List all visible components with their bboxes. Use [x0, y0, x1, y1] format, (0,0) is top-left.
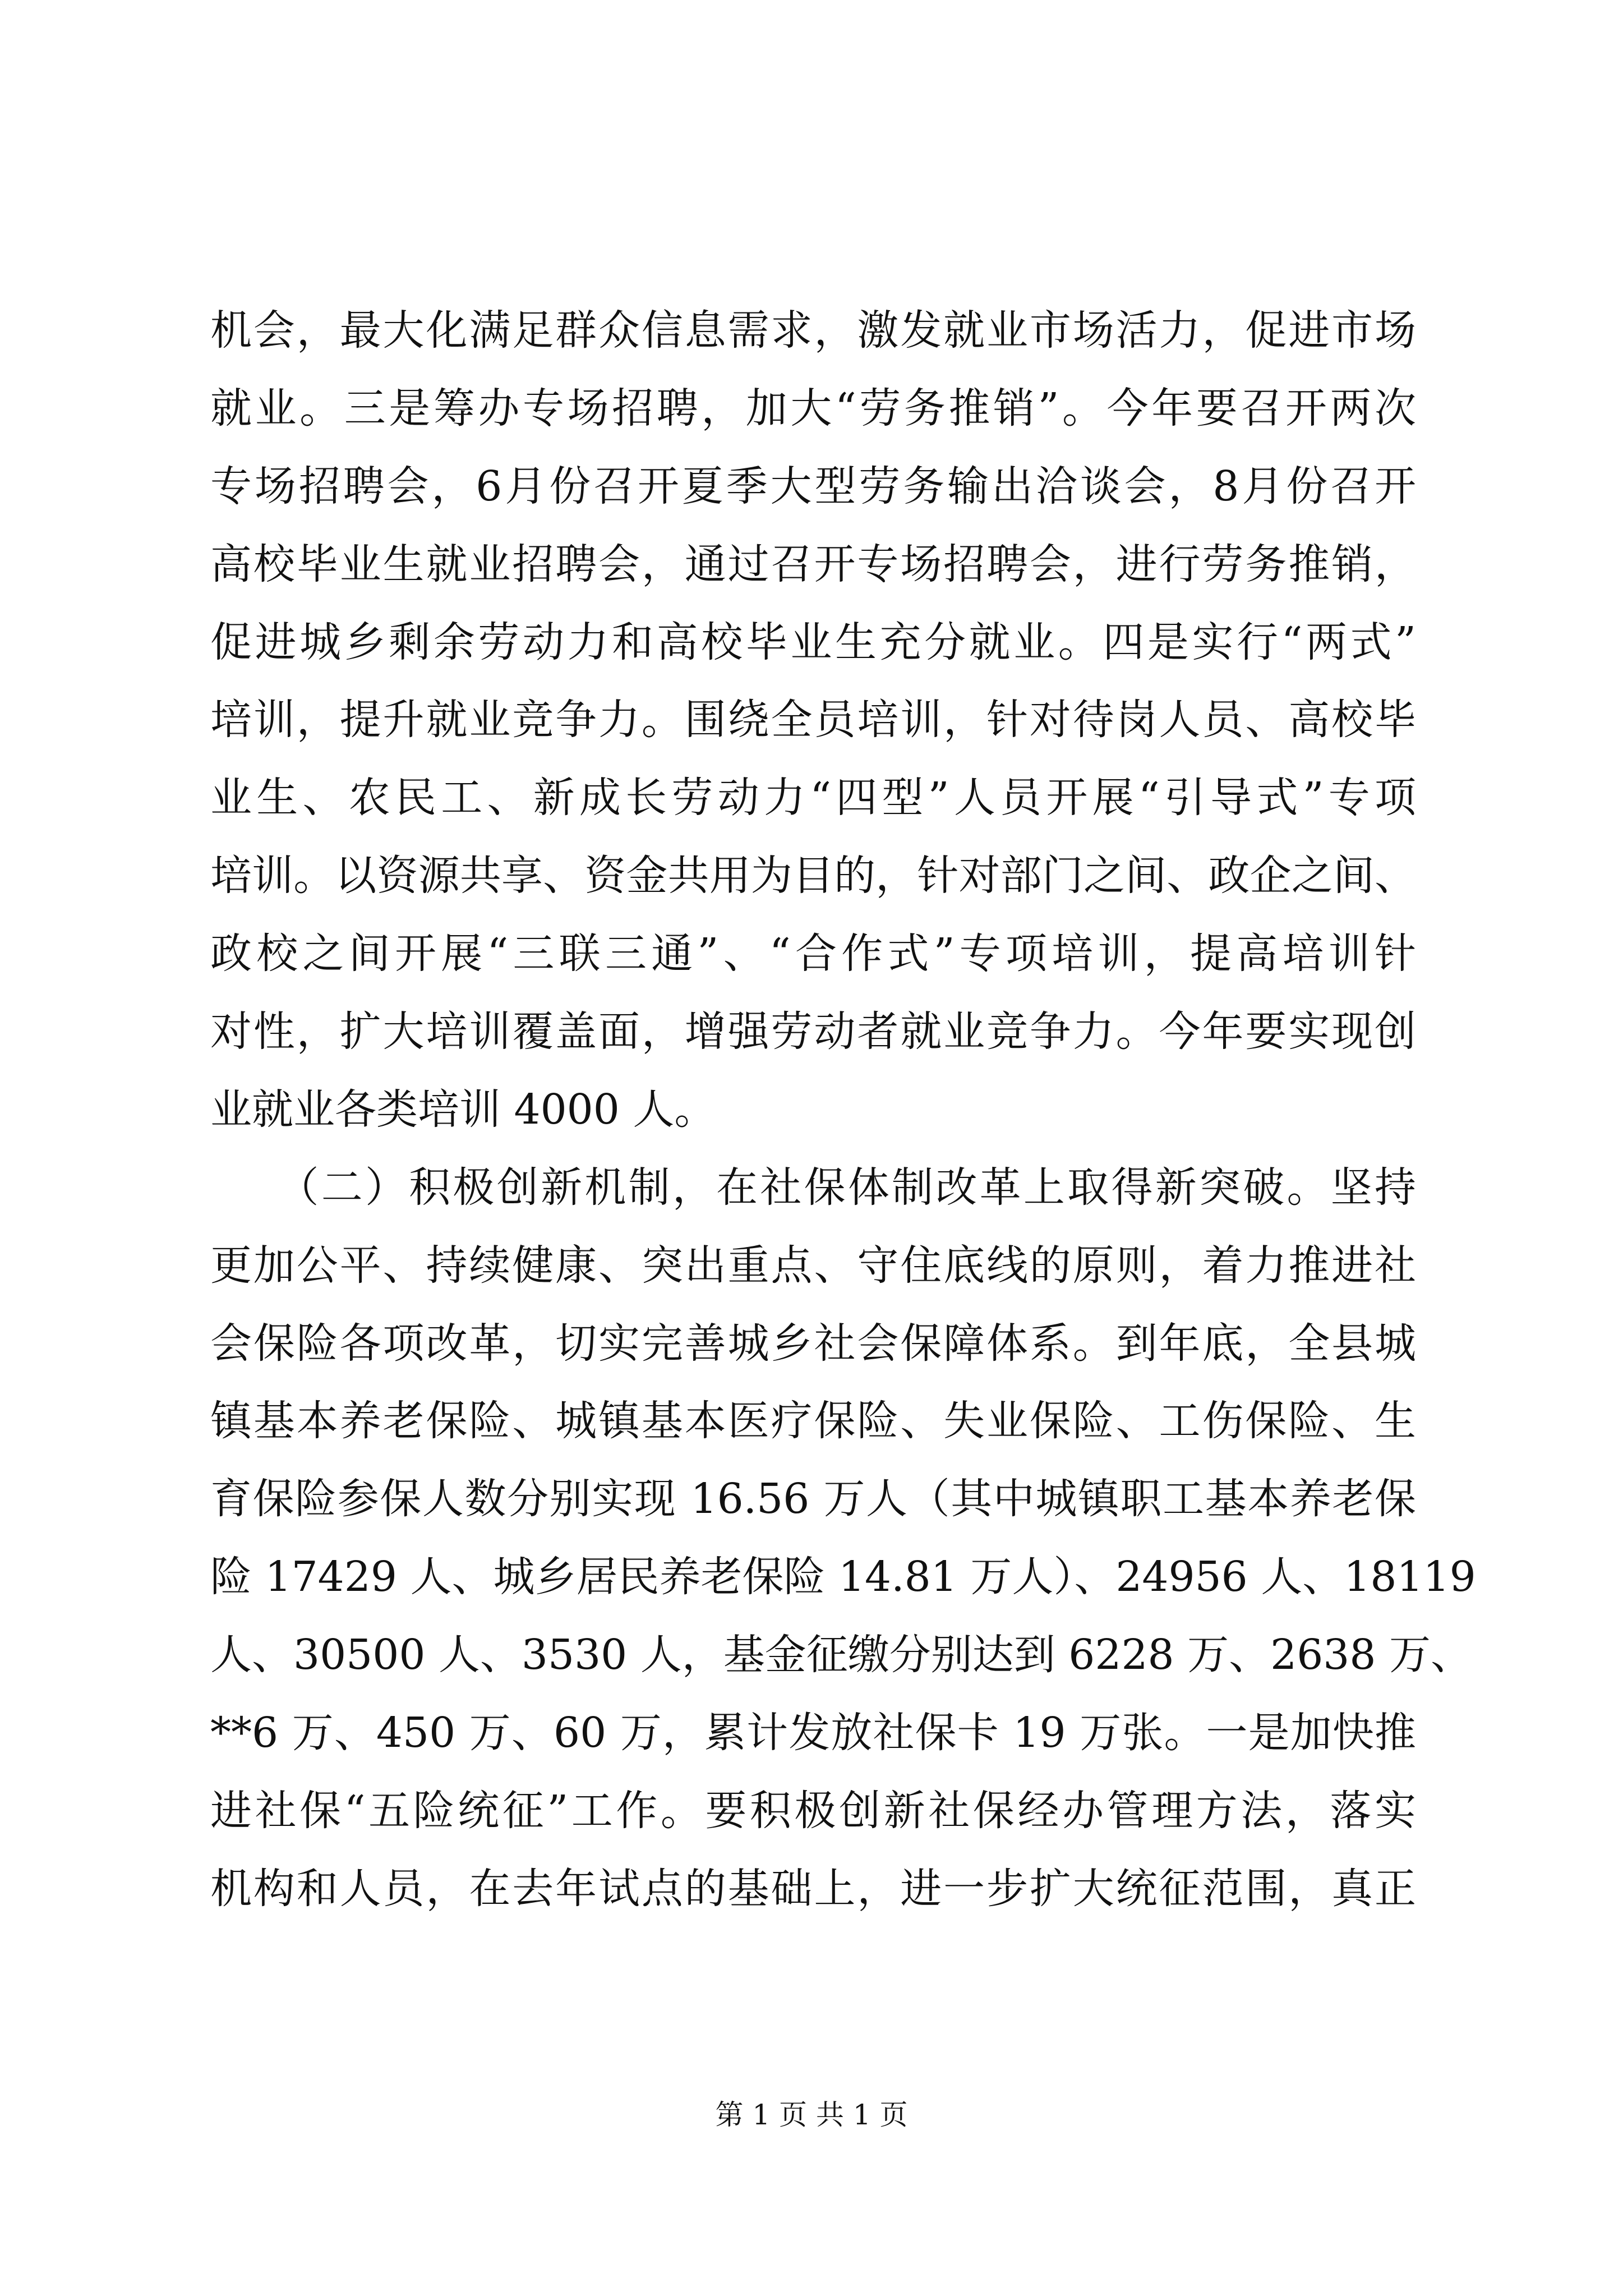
text-line: 会保险各项改革，切实完善城乡社会保障体系。到年底，全县城 — [210, 1319, 1416, 1368]
text-line: 更加公平、持续健康、突出重点、守住底线的原则，着力推进社 — [210, 1241, 1416, 1290]
paragraph-employment-training — [210, 292, 1416, 1149]
text-line: 机构和人员，在去年试点的基础上，进一步扩大统征范围，真正 — [210, 1864, 1416, 1913]
text-line: 机会，最大化满足群众信息需求，激发就业市场活力，促进市场 — [210, 306, 1416, 355]
text-line: 就业。三是筹办专场招聘，加大“劳务推销”。今年要召开两次 — [210, 384, 1416, 432]
text-line: 业就业各类培训 4000 人。 — [210, 1085, 716, 1134]
text-line: 高校毕业生就业招聘会，通过召开专场招聘会，进行劳务推销， — [210, 540, 1416, 588]
text-line: 对性，扩大培训覆盖面，增强劳动者就业竞争力。今年要实现创 — [210, 1007, 1416, 1056]
text-line: 业生、农民工、新成长劳动力“四型”人员开展“引导式”专项 — [210, 774, 1416, 822]
text-line: 险 17429 人、城乡居民养老保险 14.81 万人）、24956 人、18119 — [210, 1553, 1476, 1602]
text-line: 促进城乡剩余劳动力和高校毕业生充分就业。四是实行“两式” — [210, 618, 1416, 666]
text-line: 专场招聘会，6月份召开夏季大型劳务输出洽谈会，8月份召开 — [210, 462, 1416, 510]
text-line: 培训。以资源共享、资金共用为目的，针对部门之间、政企之间、 — [210, 852, 1416, 900]
paragraph-social-security-reform — [210, 1149, 1476, 1928]
document-body — [210, 292, 1476, 1928]
text-line: 政校之间开展“三联三通”、“合作式”专项培训，提高培训针 — [210, 930, 1416, 978]
text-line: 镇基本养老保险、城镇基本医疗保险、失业保险、工伤保险、生 — [210, 1397, 1416, 1446]
text-line: （二）积极创新机制，在社保体制改革上取得新突破。坚持 — [210, 1163, 1416, 1212]
page-number-label: 第 1 页 共 1 页 — [715, 2099, 908, 2131]
text-line: 人、30500 人、3530 人，基金征缴分别达到 6228 万、2638 万、 — [210, 1631, 1472, 1680]
text-line: 育保险参保人数分别实现 16.56 万人（其中城镇职工基本养老保 — [210, 1475, 1416, 1524]
text-line: 培训，提升就业竞争力。围绕全员培训，针对待岗人员、高校毕 — [210, 696, 1416, 744]
text-line: 进社保“五险统征”工作。要积极创新社保经办管理方法，落实 — [210, 1786, 1416, 1835]
text-line: **6 万、450 万、60 万，累计发放社保卡 19 万张。一是加快推 — [210, 1709, 1416, 1757]
page-footer — [0, 2095, 1623, 2134]
